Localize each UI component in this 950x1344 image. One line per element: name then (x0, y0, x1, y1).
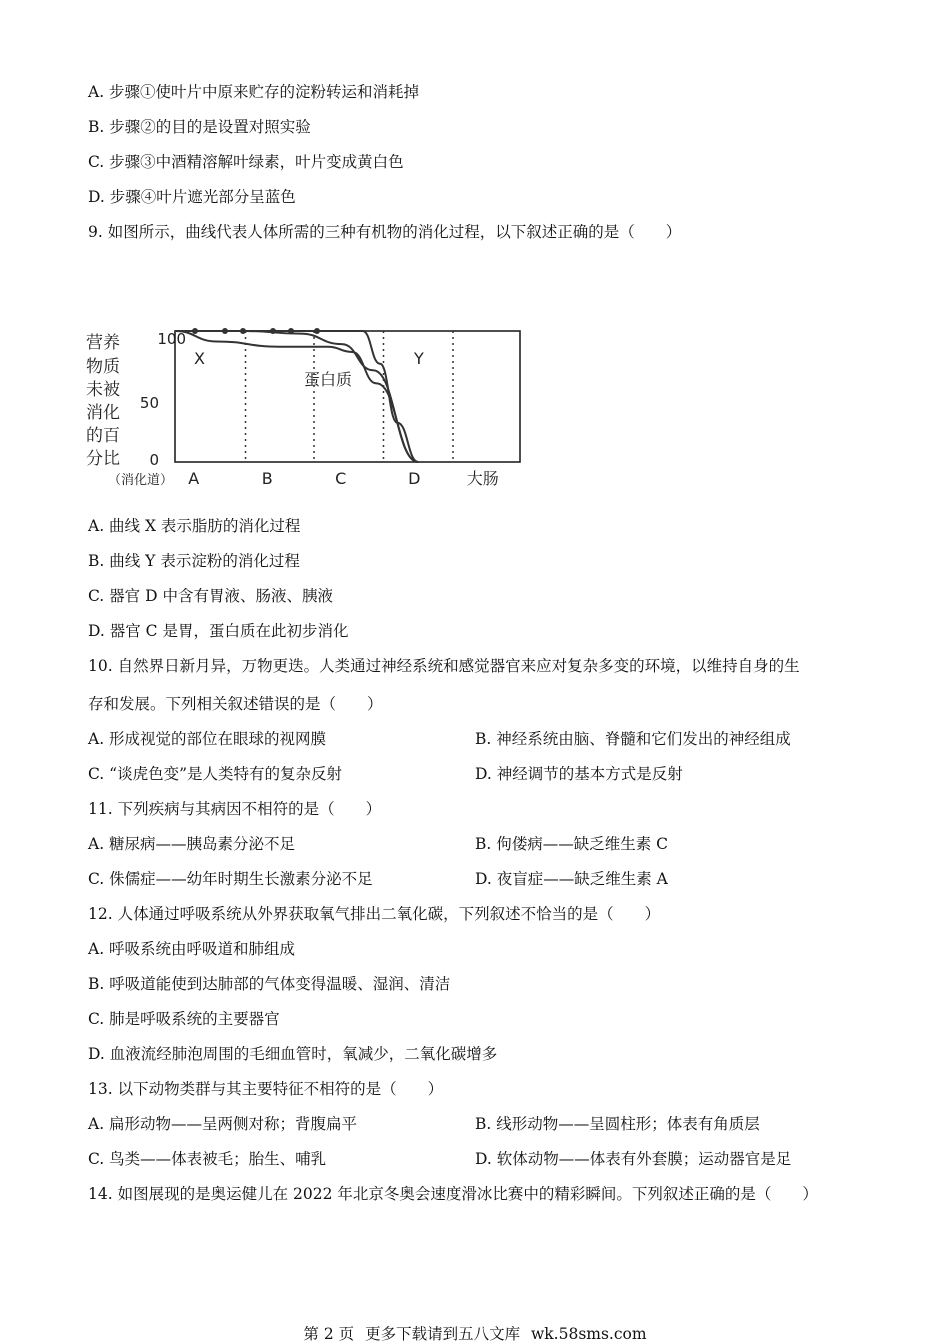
data-point (240, 328, 246, 334)
q9-option-b: B. 曲线 Y 表示淀粉的消化过程 (88, 552, 300, 570)
q11-option-a: A. 糖尿病——胰岛素分泌不足 (88, 835, 296, 853)
y-tick-label: 100 (157, 330, 186, 348)
data-point (222, 328, 228, 334)
digestion-chart (80, 322, 540, 497)
q13-stem: 13. 以下动物类群与其主要特征不相符的是（ ） (88, 1080, 444, 1098)
x-tick-label: A (188, 469, 200, 488)
data-point (270, 328, 276, 334)
x-tick-label: B (261, 469, 273, 488)
chart-y-label (86, 333, 120, 469)
q9-option-d: D. 器官 C 是胃，蛋白质在此初步消化 (88, 622, 349, 640)
q8-option-c: C. 步骤③中酒精溶解叶绿素，叶片变成黄白色 (88, 153, 404, 171)
q13-option-d: D. 软体动物——体表有外套膜；运动器官是足 (475, 1150, 792, 1168)
y-label-line: 物质 (86, 357, 120, 377)
x-tick-label: 大肠 (466, 469, 499, 488)
x-tick-label: C (335, 469, 347, 488)
q12-stem: 12. 人体通过呼吸系统从外界获取氧气排出二氧化碳，下列叙述不恰当的是（ ） (88, 905, 661, 923)
q8-option-d: D. 步骤④叶片遮光部分呈蓝色 (88, 188, 296, 206)
series-label-x: X (194, 349, 205, 368)
footer-site-link[interactable]: wk.58sms.com (531, 1325, 647, 1343)
series-line-y (175, 331, 418, 462)
page-footer (0, 1324, 950, 1344)
q9-option-a: A. 曲线 X 表示脂肪的消化过程 (88, 517, 301, 535)
q11-stem: 11. 下列疾病与其病因不相符的是（ ） (88, 800, 382, 818)
x-tick-label: D (408, 469, 421, 488)
q9-stem: 9. 如图所示，曲线代表人体所需的三种有机物的消化过程，以下叙述正确的是（ ） (88, 223, 682, 241)
series-label-y: Y (414, 349, 424, 368)
footer-note: 更多下载请到五八文库 (365, 1325, 521, 1343)
q12-option-a: A. 呼吸系统由呼吸道和肺组成 (88, 940, 296, 958)
y-tick-label: 0 (149, 451, 159, 469)
y-label-line: 营养 (86, 333, 120, 353)
q10-stem-line2: 存和发展。下列相关叙述错误的是（ ） (88, 695, 383, 713)
q10-option-b: B. 神经系统由脑、脊髓和它们发出的神经组成 (475, 730, 791, 748)
q12-option-c: C. 肺是呼吸系统的主要器官 (88, 1010, 280, 1028)
q9-option-c: C. 器官 D 中含有胃液、肠液、胰液 (88, 587, 333, 605)
series-line-x (175, 331, 418, 462)
q13-option-c: C. 鸟类——体表被毛；胎生、哺乳 (88, 1150, 327, 1168)
y-label-line: 的百 (86, 426, 120, 446)
y-label-line: 分比 (86, 449, 120, 469)
q8-option-b: B. 步骤②的目的是设置对照实验 (88, 118, 311, 136)
series-line-protein (175, 331, 418, 462)
q14-stem: 14. 如图展现的是奥运健儿在 2022 年北京冬奥会速度滑冰比赛中的精彩瞬间。下列叙述正确的是（ ） (88, 1185, 818, 1203)
series-label-protein: 蛋白质 (304, 370, 353, 389)
q12-option-b: B. 呼吸道能使到达肺部的气体变得温暖、湿润、清洁 (88, 975, 451, 993)
y-tick-label: 50 (139, 394, 159, 412)
q10-option-d: D. 神经调节的基本方式是反射 (475, 765, 683, 783)
q11-option-c: C. 侏儒症——幼年时期生长激素分泌不足 (88, 870, 373, 888)
q11-option-b: B. 佝偻病——缺乏维生素 C (475, 835, 669, 853)
data-point (314, 328, 320, 334)
q13-option-a: A. 扁形动物——呈两侧对称；背腹扁平 (88, 1115, 358, 1133)
q12-option-d: D. 血液流经肺泡周围的毛细血管时，氧减少，二氧化碳增多 (88, 1045, 498, 1063)
y-label-line: 未被 (86, 380, 120, 400)
q10-stem-line1: 10. 自然界日新月异，万物更迭。人类通过神经系统和感觉器官来应对复杂多变的环境，以维持自身的生 (88, 657, 800, 675)
q8-option-a: A. 步骤①使叶片中原来贮存的淀粉转运和消耗掉 (88, 83, 420, 101)
q11-option-d: D. 夜盲症——缺乏维生素 A (475, 870, 668, 888)
data-point (288, 328, 294, 334)
q10-option-c: C. “谈虎色变”是人类特有的复杂反射 (88, 765, 343, 783)
page-number: 第 2 页 (303, 1325, 355, 1343)
q10-option-a: A. 形成视觉的部位在眼球的视网膜 (88, 730, 327, 748)
q13-option-b: B. 线形动物——呈圆柱形；体表有角质层 (475, 1115, 760, 1133)
y-label-line: 消化 (86, 403, 120, 423)
data-point (192, 328, 198, 334)
x-axis-label: （消化道） (108, 473, 174, 488)
